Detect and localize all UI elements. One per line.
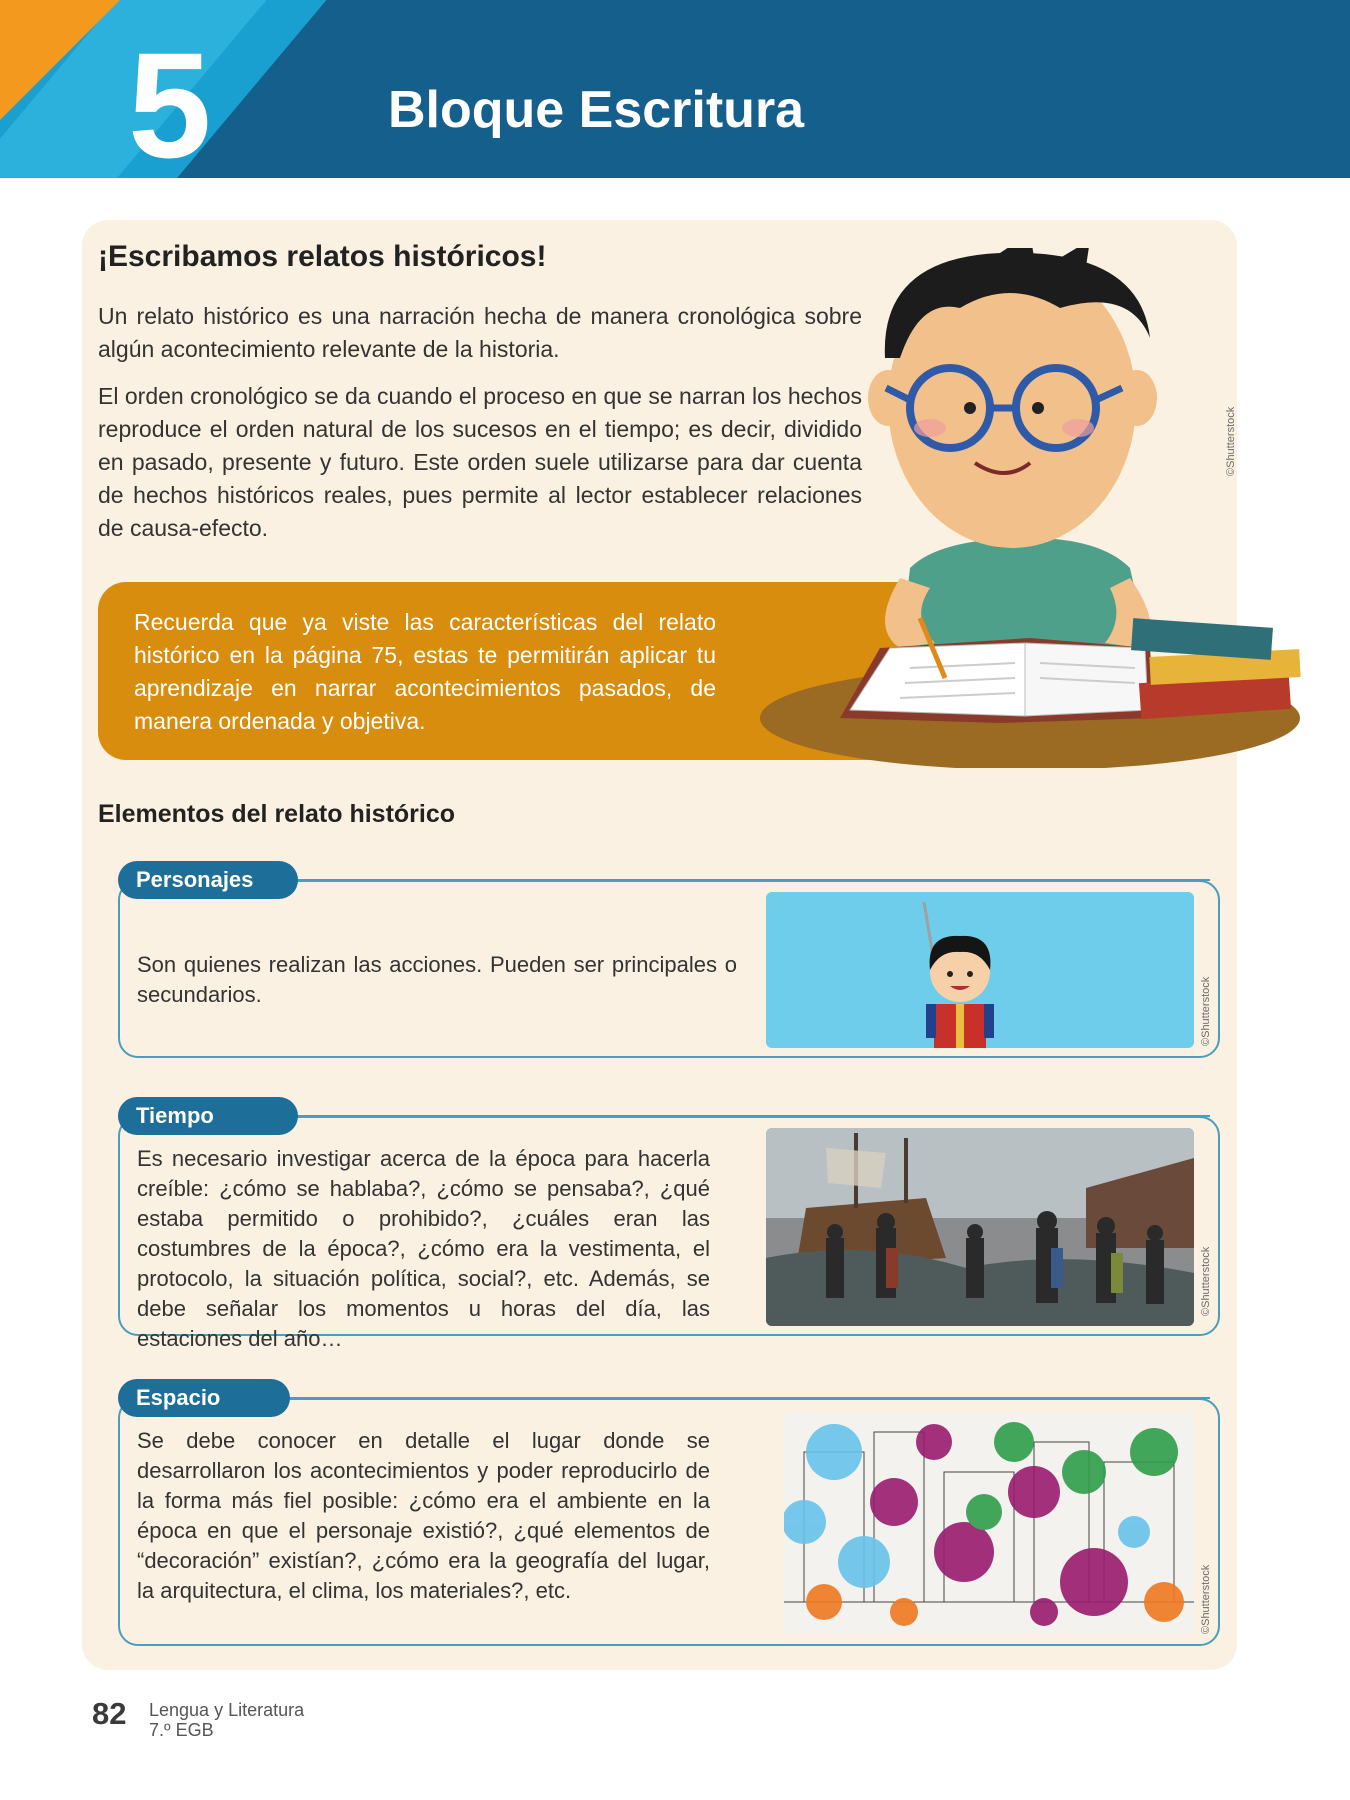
photo-credit: ©Shutterstock: [1200, 1246, 1212, 1316]
tab-connector: [290, 879, 1210, 881]
boy-reading-illustration: [760, 248, 1320, 768]
tab-connector: [284, 1397, 1210, 1399]
tab-tiempo: Tiempo: [118, 1097, 298, 1135]
architecture-splash-image: [784, 1412, 1194, 1634]
tab-personajes: Personajes: [118, 861, 298, 899]
historical-scene-image: [766, 1128, 1194, 1326]
reminder-text: Recuerda que ya viste las características del relato histórico en la página 75, estas te permitirán aplicar tu aprendizaje en narrar acontecimientos pasados, de manera ordenada y objetiva.: [134, 609, 716, 734]
intro-paragraph-2: El orden cronológico se da cuando el proceso en que se narran los hechos reproduce el orden natural de los sucesos en el tiempo; es decir, dividido en pasado, presente y futuro. Este orden suele utilizarse para dar cuenta de hechos históricos reales, pues permite al lector establecer relaciones de causa-efecto.: [98, 383, 862, 541]
footer-subject: Lengua y Literatura: [149, 1700, 305, 1720]
chapter-title: Bloque Escritura: [388, 81, 805, 139]
intro-paragraph-1: Un relato histórico es una narración hecha de manera cronológica sobre algún acontecimiento relevante de la historia.: [98, 303, 862, 362]
header-corner-accent: [0, 0, 120, 120]
photo-credit: ©Shutterstock: [1200, 976, 1212, 1046]
section-heading: ¡Escribamos relatos históricos!: [98, 240, 547, 273]
photo-credit: ©Shutterstock: [1225, 406, 1237, 476]
footer-grade: 7.º EGB: [149, 1720, 214, 1740]
personajes-text: Son quienes realizan las acciones. Pueden ser principales o secundarios.: [137, 952, 737, 1007]
character-illustration: [766, 892, 1194, 1048]
tiempo-text: Es necesario investigar acerca de la época para hacerla creíble: ¿cómo se hablaba?, ¿cómo se pensaba?, ¿qué estaba permitido o prohibido?, ¿cuáles eran las costumbres de la época?, ¿cómo era la vestimenta, el protocolo, la situación política, social?, etc. Además, se debe señalar los momentos u horas del día, las estaciones del año…: [137, 1146, 710, 1351]
espacio-text: Se debe conocer en detalle el lugar donde se desarrollaron los acontecimientos y poder reproducirlo de la forma más fiel posible: ¿cómo era el ambiente en la época en que el personaje existió?, ¿qué elementos de “decoración” existían?, ¿cómo era la geografía del lugar, la arquitectura, el clima, los materiales?, etc.: [137, 1428, 710, 1603]
chapter-number: 5: [128, 21, 212, 178]
chapter-header: [0, 0, 1350, 178]
tab-connector: [290, 1115, 1210, 1117]
photo-credit: ©Shutterstock: [1200, 1564, 1212, 1634]
page-number: 82: [92, 1696, 127, 1731]
tab-espacio: Espacio: [118, 1379, 290, 1417]
elements-heading: Elementos del relato histórico: [98, 800, 456, 828]
